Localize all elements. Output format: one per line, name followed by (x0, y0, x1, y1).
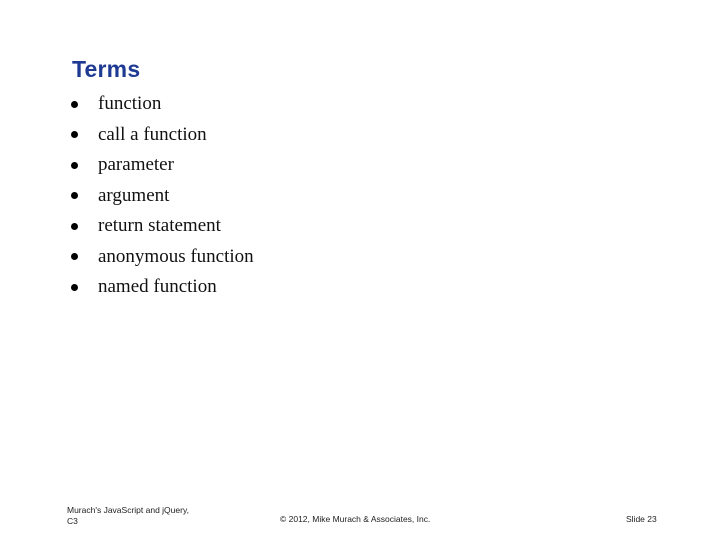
bullet-icon (71, 131, 78, 138)
term-text: parameter (98, 154, 174, 176)
list-item (70, 120, 254, 151)
list-item (70, 211, 254, 242)
term-text: argument (98, 184, 170, 206)
list-item (70, 181, 254, 212)
footer-book-line1: Murach's JavaScript and jQuery, (67, 505, 189, 515)
list-item (70, 150, 254, 181)
term-text: call a function (98, 123, 207, 145)
footer-book-title (67, 505, 227, 527)
list-item (70, 242, 254, 273)
bullet-icon (71, 101, 78, 108)
term-text: function (98, 93, 162, 115)
terms-list (70, 89, 254, 303)
list-item (70, 272, 254, 303)
bullet-icon (71, 284, 78, 291)
term-text: named function (98, 276, 217, 298)
footer-slide-number: Slide 23 (626, 514, 657, 524)
bullet-icon (71, 192, 78, 199)
slide-title: Terms (72, 56, 141, 82)
bullet-icon (71, 162, 78, 169)
list-item (70, 89, 254, 120)
footer-book-line2: C3 (67, 516, 78, 526)
bullet-icon (71, 253, 78, 260)
bullet-icon (71, 223, 78, 230)
term-text: anonymous function (98, 245, 254, 267)
footer-copyright: © 2012, Mike Murach & Associates, Inc. (280, 514, 431, 524)
term-text: return statement (98, 215, 221, 237)
